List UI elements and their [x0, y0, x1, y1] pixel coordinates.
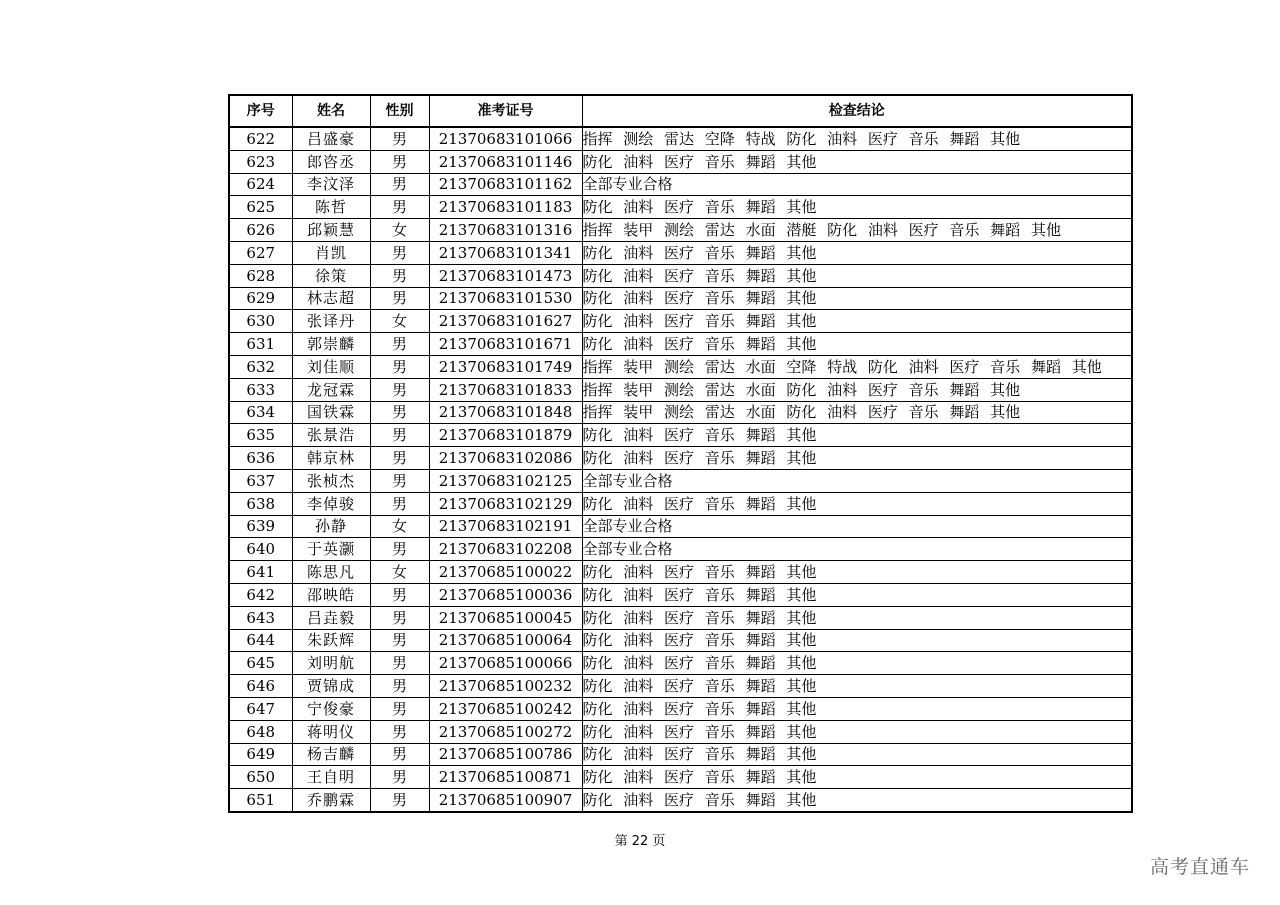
cell-gender: 男 [370, 720, 429, 743]
table-row [229, 401, 1132, 424]
table-row [229, 720, 1132, 743]
cell-result: 防化 油料 医疗 音乐 舞蹈 其他 [582, 264, 1132, 287]
cell-exam-id: 21370683101833 [429, 378, 582, 401]
table-row [229, 561, 1132, 584]
table-row [229, 333, 1132, 356]
cell-seq: 635 [229, 424, 292, 447]
cell-result: 防化 油料 医疗 音乐 舞蹈 其他 [582, 196, 1132, 219]
cell-exam-id: 21370683101066 [429, 127, 582, 150]
table-row [229, 538, 1132, 561]
header-exam-id: 准考证号 [429, 95, 582, 127]
cell-seq: 643 [229, 606, 292, 629]
cell-name: 乔鹏霖 [292, 789, 370, 812]
cell-name: 杨吉麟 [292, 743, 370, 766]
cell-result: 防化 油料 医疗 音乐 舞蹈 其他 [582, 606, 1132, 629]
cell-exam-id: 21370683101530 [429, 287, 582, 310]
cell-seq: 647 [229, 697, 292, 720]
cell-gender: 男 [370, 538, 429, 561]
cell-exam-id: 21370683101316 [429, 219, 582, 242]
cell-seq: 644 [229, 629, 292, 652]
cell-result: 指挥 测绘 雷达 空降 特战 防化 油料 医疗 音乐 舞蹈 其他 [582, 127, 1132, 150]
table-row [229, 629, 1132, 652]
cell-result: 指挥 装甲 测绘 雷达 水面 潜艇 防化 油料 医疗 音乐 舞蹈 其他 [582, 219, 1132, 242]
cell-seq: 631 [229, 333, 292, 356]
cell-seq: 633 [229, 378, 292, 401]
cell-seq: 632 [229, 355, 292, 378]
cell-name: 吕盛豪 [292, 127, 370, 150]
table-header [229, 95, 1132, 127]
cell-result: 防化 油料 医疗 音乐 舞蹈 其他 [582, 424, 1132, 447]
cell-name: 林志超 [292, 287, 370, 310]
cell-result: 防化 油料 医疗 音乐 舞蹈 其他 [582, 789, 1132, 812]
table-row [229, 675, 1132, 698]
cell-name: 徐策 [292, 264, 370, 287]
cell-name: 李汶泽 [292, 173, 370, 196]
cell-seq: 642 [229, 583, 292, 606]
cell-exam-id: 21370683101162 [429, 173, 582, 196]
cell-result: 全部专业合格 [582, 173, 1132, 196]
cell-gender: 男 [370, 743, 429, 766]
cell-exam-id: 21370683102129 [429, 492, 582, 515]
cell-name: 宁俊豪 [292, 697, 370, 720]
cell-exam-id: 21370685100064 [429, 629, 582, 652]
cell-seq: 623 [229, 150, 292, 173]
cell-result: 防化 油料 医疗 音乐 舞蹈 其他 [582, 766, 1132, 789]
table-row [229, 196, 1132, 219]
cell-result: 防化 油料 医疗 音乐 舞蹈 其他 [582, 583, 1132, 606]
cell-exam-id: 21370685100036 [429, 583, 582, 606]
cell-name: 邱颖慧 [292, 219, 370, 242]
cell-result: 指挥 装甲 测绘 雷达 水面 防化 油料 医疗 音乐 舞蹈 其他 [582, 401, 1132, 424]
cell-result: 防化 油料 医疗 音乐 舞蹈 其他 [582, 447, 1132, 470]
cell-seq: 638 [229, 492, 292, 515]
cell-exam-id: 21370683102208 [429, 538, 582, 561]
cell-gender: 男 [370, 241, 429, 264]
results-table [228, 94, 1133, 813]
cell-exam-id: 21370683101183 [429, 196, 582, 219]
table-row [229, 127, 1132, 150]
cell-gender: 男 [370, 264, 429, 287]
table-row [229, 150, 1132, 173]
cell-result: 指挥 装甲 测绘 雷达 水面 防化 油料 医疗 音乐 舞蹈 其他 [582, 378, 1132, 401]
cell-gender: 男 [370, 355, 429, 378]
table-row [229, 697, 1132, 720]
cell-seq: 650 [229, 766, 292, 789]
cell-exam-id: 21370683101146 [429, 150, 582, 173]
cell-name: 韩京林 [292, 447, 370, 470]
watermark-logo-text: 高考直通车 [1149, 856, 1250, 878]
cell-exam-id: 21370683101879 [429, 424, 582, 447]
cell-name: 朱跃辉 [292, 629, 370, 652]
cell-seq: 625 [229, 196, 292, 219]
table-row [229, 766, 1132, 789]
table-row [229, 310, 1132, 333]
cell-seq: 630 [229, 310, 292, 333]
cell-seq: 627 [229, 241, 292, 264]
cell-seq: 639 [229, 515, 292, 538]
cell-name: 陈哲 [292, 196, 370, 219]
table-body [229, 127, 1132, 812]
cell-name: 王自明 [292, 766, 370, 789]
cell-gender: 女 [370, 219, 429, 242]
cell-exam-id: 21370683101671 [429, 333, 582, 356]
cell-seq: 640 [229, 538, 292, 561]
cell-name: 蒋明仪 [292, 720, 370, 743]
cell-seq: 626 [229, 219, 292, 242]
cell-gender: 女 [370, 515, 429, 538]
cell-seq: 645 [229, 652, 292, 675]
cell-exam-id: 21370685100066 [429, 652, 582, 675]
cell-gender: 男 [370, 583, 429, 606]
cell-result: 防化 油料 医疗 音乐 舞蹈 其他 [582, 241, 1132, 264]
cell-result: 防化 油料 医疗 音乐 舞蹈 其他 [582, 333, 1132, 356]
cell-exam-id: 21370685100242 [429, 697, 582, 720]
cell-name: 张译丹 [292, 310, 370, 333]
cell-seq: 649 [229, 743, 292, 766]
cell-exam-id: 21370683101627 [429, 310, 582, 333]
cell-exam-id: 21370683101848 [429, 401, 582, 424]
table-row [229, 424, 1132, 447]
table-row [229, 743, 1132, 766]
table-row [229, 264, 1132, 287]
cell-result: 指挥 装甲 测绘 雷达 水面 空降 特战 防化 油料 医疗 音乐 舞蹈 其他 [582, 355, 1132, 378]
cell-name: 刘佳顺 [292, 355, 370, 378]
cell-gender: 男 [370, 492, 429, 515]
table-row [229, 219, 1132, 242]
cell-gender: 男 [370, 789, 429, 812]
cell-gender: 男 [370, 424, 429, 447]
cell-gender: 男 [370, 469, 429, 492]
table-row [229, 606, 1132, 629]
cell-name: 张景浩 [292, 424, 370, 447]
header-result: 检查结论 [582, 95, 1132, 127]
cell-gender: 男 [370, 629, 429, 652]
table-row [229, 789, 1132, 812]
cell-seq: 637 [229, 469, 292, 492]
cell-gender: 男 [370, 606, 429, 629]
cell-exam-id: 21370685100022 [429, 561, 582, 584]
table-row [229, 378, 1132, 401]
cell-name: 邵映皓 [292, 583, 370, 606]
cell-result: 全部专业合格 [582, 515, 1132, 538]
cell-gender: 男 [370, 697, 429, 720]
table-row [229, 515, 1132, 538]
cell-name: 孙静 [292, 515, 370, 538]
cell-exam-id: 21370683101341 [429, 241, 582, 264]
cell-gender: 男 [370, 447, 429, 470]
table-row [229, 287, 1132, 310]
cell-result: 防化 油料 医疗 音乐 舞蹈 其他 [582, 310, 1132, 333]
cell-seq: 651 [229, 789, 292, 812]
cell-name: 龙冠霖 [292, 378, 370, 401]
cell-gender: 女 [370, 310, 429, 333]
cell-name: 国铁霖 [292, 401, 370, 424]
cell-result: 防化 油料 医疗 音乐 舞蹈 其他 [582, 150, 1132, 173]
cell-gender: 男 [370, 196, 429, 219]
cell-exam-id: 21370685100871 [429, 766, 582, 789]
table-row [229, 173, 1132, 196]
table-row [229, 492, 1132, 515]
header-gender: 性别 [370, 95, 429, 127]
cell-gender: 男 [370, 766, 429, 789]
table-row [229, 469, 1132, 492]
cell-seq: 634 [229, 401, 292, 424]
cell-exam-id: 21370683102125 [429, 469, 582, 492]
cell-result: 防化 油料 医疗 音乐 舞蹈 其他 [582, 561, 1132, 584]
cell-exam-id: 21370683101749 [429, 355, 582, 378]
header-name: 姓名 [292, 95, 370, 127]
cell-name: 陈思凡 [292, 561, 370, 584]
table-row [229, 652, 1132, 675]
cell-seq: 648 [229, 720, 292, 743]
cell-exam-id: 21370683102191 [429, 515, 582, 538]
table-row [229, 355, 1132, 378]
cell-seq: 624 [229, 173, 292, 196]
cell-result: 防化 油料 医疗 音乐 舞蹈 其他 [582, 743, 1132, 766]
cell-result: 防化 油料 医疗 音乐 舞蹈 其他 [582, 652, 1132, 675]
cell-exam-id: 21370683102086 [429, 447, 582, 470]
cell-gender: 男 [370, 150, 429, 173]
table-row [229, 583, 1132, 606]
cell-gender: 男 [370, 652, 429, 675]
cell-result: 防化 油料 医疗 音乐 舞蹈 其他 [582, 287, 1132, 310]
cell-name: 张桢杰 [292, 469, 370, 492]
cell-gender: 男 [370, 127, 429, 150]
table-row [229, 241, 1132, 264]
cell-result: 防化 油料 医疗 音乐 舞蹈 其他 [582, 492, 1132, 515]
cell-result: 全部专业合格 [582, 538, 1132, 561]
cell-name: 贾锦成 [292, 675, 370, 698]
cell-gender: 男 [370, 287, 429, 310]
cell-result: 全部专业合格 [582, 469, 1132, 492]
cell-gender: 男 [370, 173, 429, 196]
cell-name: 郎咨丞 [292, 150, 370, 173]
cell-name: 于英灏 [292, 538, 370, 561]
cell-gender: 男 [370, 333, 429, 356]
cell-seq: 629 [229, 287, 292, 310]
cell-seq: 628 [229, 264, 292, 287]
page-number: 第 22 页 [614, 834, 666, 849]
cell-result: 防化 油料 医疗 音乐 舞蹈 其他 [582, 675, 1132, 698]
cell-name: 李倬骏 [292, 492, 370, 515]
cell-result: 防化 油料 医疗 音乐 舞蹈 其他 [582, 629, 1132, 652]
cell-seq: 641 [229, 561, 292, 584]
cell-gender: 男 [370, 675, 429, 698]
cell-exam-id: 21370685100907 [429, 789, 582, 812]
cell-name: 吕垚毅 [292, 606, 370, 629]
table-row [229, 447, 1132, 470]
cell-exam-id: 21370685100045 [429, 606, 582, 629]
cell-name: 肖凯 [292, 241, 370, 264]
cell-exam-id: 21370683101473 [429, 264, 582, 287]
cell-gender: 女 [370, 561, 429, 584]
cell-exam-id: 21370685100232 [429, 675, 582, 698]
cell-exam-id: 21370685100272 [429, 720, 582, 743]
cell-name: 刘明航 [292, 652, 370, 675]
cell-seq: 646 [229, 675, 292, 698]
cell-seq: 622 [229, 127, 292, 150]
cell-gender: 男 [370, 378, 429, 401]
header-row [229, 95, 1132, 127]
cell-exam-id: 21370685100786 [429, 743, 582, 766]
cell-result: 防化 油料 医疗 音乐 舞蹈 其他 [582, 720, 1132, 743]
header-seq: 序号 [229, 95, 292, 127]
cell-seq: 636 [229, 447, 292, 470]
cell-result: 防化 油料 医疗 音乐 舞蹈 其他 [582, 697, 1132, 720]
cell-gender: 男 [370, 401, 429, 424]
cell-name: 郭崇麟 [292, 333, 370, 356]
